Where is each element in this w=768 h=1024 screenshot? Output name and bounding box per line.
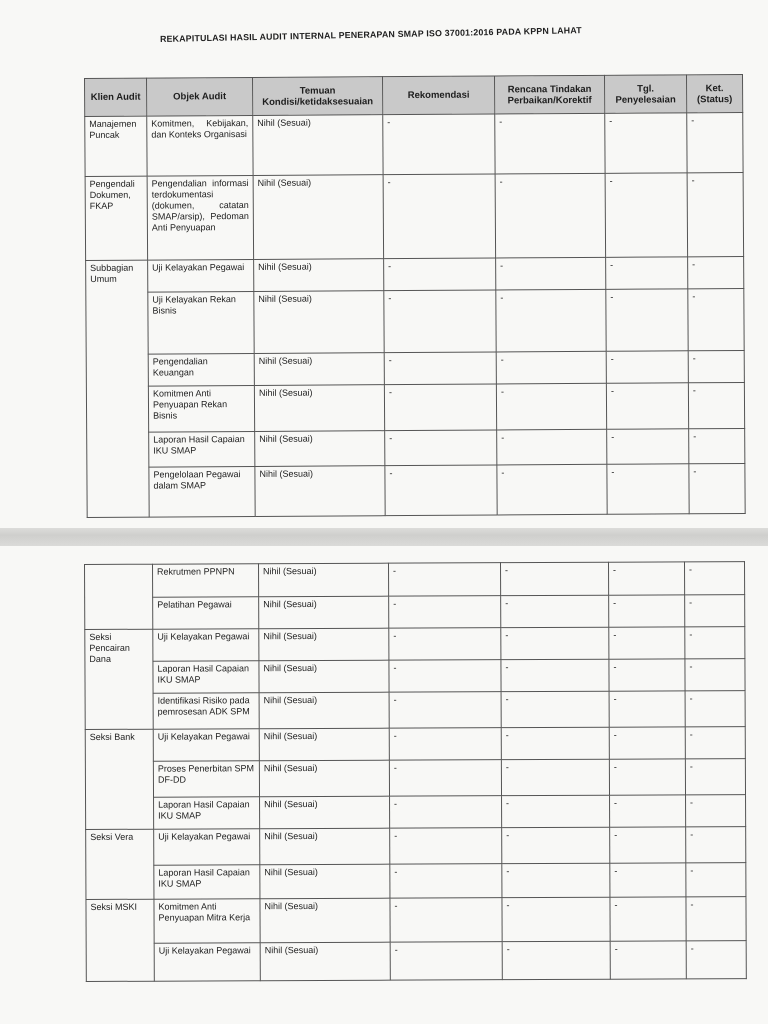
table-row bbox=[86, 897, 746, 944]
tgl-cell: - bbox=[609, 595, 685, 627]
ket-cell: - bbox=[686, 795, 746, 827]
audit-recap-table-page-1 bbox=[84, 74, 746, 518]
ket-cell: - bbox=[688, 256, 744, 288]
objek-cell: Pengelolaan Pegawai dalam SMAP bbox=[149, 466, 255, 517]
temuan-cell: Nihil (Sesuai) bbox=[260, 864, 390, 899]
tgl-cell: - bbox=[609, 627, 685, 659]
tgl-cell: - bbox=[610, 897, 686, 941]
table-row bbox=[85, 659, 745, 694]
temuan-cell: Nihil (Sesuai) bbox=[254, 259, 384, 292]
rencana-cell: - bbox=[497, 429, 607, 465]
ket-cell: - bbox=[686, 863, 746, 897]
klien-cell: Seksi MSKI bbox=[86, 899, 154, 981]
table-row bbox=[85, 595, 745, 630]
temuan-cell: Nihil (Sesuai) bbox=[254, 385, 384, 432]
tgl-cell: - bbox=[608, 562, 684, 595]
tgl-cell: - bbox=[609, 659, 685, 691]
objek-cell: Uji Kelayakan Pegawai bbox=[153, 729, 259, 761]
table-row bbox=[86, 382, 744, 432]
table-row bbox=[85, 759, 745, 798]
objek-cell: Pengendalian informasi terdokumentasi (dokumen, catatan SMAP/arsip), Pedoman Anti Penyuapan bbox=[147, 175, 254, 260]
header-ket-status: Ket. (Status) bbox=[686, 74, 742, 112]
ket-cell: - bbox=[688, 288, 744, 350]
header-rencana-tindakan: Rencana Tindakan Perbaikan/Korektif bbox=[494, 75, 604, 114]
ket-cell: - bbox=[685, 595, 745, 627]
rencana-cell: - bbox=[502, 897, 610, 941]
temuan-cell: Nihil (Sesuai) bbox=[259, 563, 389, 597]
klien-cell: Seksi Bank bbox=[85, 729, 153, 829]
table-row bbox=[87, 428, 745, 467]
table-row bbox=[86, 941, 746, 982]
rencana-cell: - bbox=[502, 827, 610, 863]
temuan-cell: Nihil (Sesuai) bbox=[259, 728, 389, 761]
rencana-cell: - bbox=[502, 795, 610, 827]
temuan-cell: Nihil (Sesuai) bbox=[260, 942, 390, 981]
tgl-cell: - bbox=[609, 727, 685, 759]
rekomendasi-cell: - bbox=[383, 174, 496, 259]
klien-cell bbox=[85, 564, 153, 629]
tgl-cell: - bbox=[606, 351, 688, 384]
table-row bbox=[85, 627, 745, 662]
temuan-cell: Nihil (Sesuai) bbox=[255, 466, 385, 517]
rencana-cell: - bbox=[496, 289, 606, 352]
objek-cell: Uji Kelayakan Pegawai bbox=[154, 943, 260, 981]
ket-cell: - bbox=[686, 941, 746, 979]
ket-cell: - bbox=[685, 691, 745, 727]
header-tgl-penyelesaian: Tgl. Penyelesaian bbox=[604, 75, 686, 114]
rekomendasi-cell: - bbox=[390, 898, 502, 942]
rencana-cell: - bbox=[501, 595, 609, 627]
objek-cell: Pelatihan Pegawai bbox=[153, 597, 259, 629]
tgl-cell: - bbox=[607, 429, 689, 465]
rekomendasi-cell: - bbox=[390, 942, 502, 980]
table-row bbox=[85, 112, 743, 176]
temuan-cell: Nihil (Sesuai) bbox=[253, 115, 383, 176]
ket-cell: - bbox=[688, 382, 744, 428]
temuan-cell: Nihil (Sesuai) bbox=[259, 628, 389, 661]
table-row bbox=[85, 691, 745, 730]
temuan-cell: Nihil (Sesuai) bbox=[260, 796, 390, 829]
objek-cell: Laporan Hasil Capaian IKU SMAP bbox=[153, 661, 259, 693]
rencana-cell: - bbox=[500, 562, 608, 595]
table-row bbox=[86, 350, 744, 386]
header-temuan: Temuan Kondisi/ketidaksesuaian bbox=[252, 77, 382, 116]
document-page-2 bbox=[0, 546, 768, 1024]
tgl-cell: - bbox=[610, 827, 686, 863]
table-row bbox=[86, 256, 744, 292]
rencana-cell: - bbox=[496, 257, 606, 290]
temuan-cell: Nihil (Sesuai) bbox=[259, 692, 389, 729]
ket-cell: - bbox=[687, 112, 743, 172]
ket-cell: - bbox=[686, 827, 746, 863]
ket-cell: - bbox=[685, 627, 745, 659]
ket-cell: - bbox=[685, 659, 745, 691]
document-title: REKAPITULASI HASIL AUDIT INTERNAL PENERAPAN SMAP ISO 37001:2016 PADA KPPN LAHAT bbox=[159, 25, 582, 44]
ket-cell: - bbox=[686, 897, 746, 941]
objek-cell: Komitmen Anti Penyuapan Rekan Bisnis bbox=[148, 385, 254, 432]
rencana-cell: - bbox=[501, 759, 609, 795]
objek-cell: Identifikasi Risiko pada pemrosesan ADK SPM bbox=[153, 693, 259, 729]
tgl-cell: - bbox=[607, 464, 689, 514]
temuan-cell: Nihil (Sesuai) bbox=[255, 431, 385, 467]
ket-cell: - bbox=[687, 172, 744, 256]
tgl-cell: - bbox=[609, 691, 685, 727]
rencana-cell: - bbox=[497, 464, 607, 515]
table-row bbox=[86, 827, 746, 866]
rekomendasi-cell: - bbox=[384, 258, 496, 291]
rekomendasi-cell: - bbox=[383, 114, 495, 175]
ket-cell: - bbox=[685, 727, 745, 759]
rekomendasi-cell: - bbox=[384, 290, 496, 353]
rekomendasi-cell: - bbox=[389, 692, 501, 728]
rekomendasi-cell: - bbox=[385, 465, 497, 516]
rekomendasi-cell: - bbox=[389, 660, 501, 692]
table-row bbox=[85, 562, 745, 598]
table-row bbox=[85, 727, 745, 762]
tgl-cell: - bbox=[605, 113, 687, 173]
ket-cell: - bbox=[684, 562, 744, 595]
objek-cell: Uji Kelayakan Rekan Bisnis bbox=[148, 291, 254, 354]
objek-cell: Laporan Hasil Capaian IKU SMAP bbox=[149, 431, 255, 467]
header-klien-audit: Klien Audit bbox=[85, 78, 147, 116]
objek-cell: Uji Kelayakan Pegawai bbox=[153, 629, 259, 661]
ket-cell: - bbox=[688, 350, 744, 382]
rekomendasi-cell: - bbox=[385, 430, 497, 466]
klien-cell: Pengendali Dokumen, FKAP bbox=[85, 176, 148, 260]
rencana-cell: - bbox=[501, 691, 609, 727]
objek-cell: Rekrutmen PPNPN bbox=[153, 564, 259, 597]
ket-cell: - bbox=[689, 428, 745, 463]
rekomendasi-cell: - bbox=[389, 628, 501, 660]
rekomendasi-cell: - bbox=[389, 760, 501, 796]
rekomendasi-cell: - bbox=[389, 596, 501, 628]
table-row bbox=[86, 795, 746, 830]
rekomendasi-cell: - bbox=[390, 864, 502, 898]
rencana-cell: - bbox=[502, 863, 610, 897]
rencana-cell: - bbox=[496, 351, 606, 384]
temuan-cell: Nihil (Sesuai) bbox=[259, 760, 389, 797]
tgl-cell: - bbox=[609, 759, 685, 795]
rekomendasi-cell: - bbox=[384, 352, 496, 385]
temuan-cell: Nihil (Sesuai) bbox=[254, 353, 384, 386]
rencana-cell: - bbox=[501, 627, 609, 659]
rekomendasi-cell: - bbox=[388, 563, 500, 596]
klien-cell: Seksi Vera bbox=[86, 829, 154, 899]
table-row bbox=[86, 863, 746, 900]
objek-cell: Uji Kelayakan Pegawai bbox=[154, 829, 260, 865]
temuan-cell: Nihil (Sesuai) bbox=[253, 175, 384, 260]
objek-cell: Komitmen Anti Penyuapan Mitra Kerja bbox=[154, 899, 260, 943]
table-row bbox=[87, 463, 745, 517]
rekomendasi-cell: - bbox=[390, 796, 502, 828]
rencana-cell: - bbox=[501, 727, 609, 759]
rencana-cell: - bbox=[501, 659, 609, 691]
tgl-cell: - bbox=[610, 795, 686, 827]
tgl-cell: - bbox=[610, 941, 686, 979]
objek-cell: Komitmen, Kebijakan, dan Konteks Organisasi bbox=[147, 115, 253, 176]
rencana-cell: - bbox=[496, 383, 606, 430]
rencana-cell: - bbox=[502, 941, 610, 979]
rekomendasi-cell: - bbox=[384, 384, 496, 431]
temuan-cell: Nihil (Sesuai) bbox=[254, 291, 384, 354]
header-rekomendasi: Rekomendasi bbox=[382, 76, 494, 115]
rencana-cell: - bbox=[495, 173, 606, 258]
objek-cell: Uji Kelayakan Pegawai bbox=[148, 259, 254, 292]
tgl-cell: - bbox=[610, 863, 686, 897]
klien-cell: Subbagian Umum bbox=[86, 260, 150, 517]
rencana-cell: - bbox=[495, 113, 605, 174]
objek-cell: Laporan Hasil Capaian IKU SMAP bbox=[154, 797, 260, 829]
ket-cell: - bbox=[685, 759, 745, 795]
objek-cell: Proses Penerbitan SPM DF-DD bbox=[153, 761, 259, 797]
tgl-cell: - bbox=[605, 173, 688, 257]
rekomendasi-cell: - bbox=[390, 828, 502, 864]
temuan-cell: Nihil (Sesuai) bbox=[260, 828, 390, 865]
objek-cell: Pengendalian Keuangan bbox=[148, 353, 254, 386]
temuan-cell: Nihil (Sesuai) bbox=[259, 596, 389, 629]
tgl-cell: - bbox=[606, 289, 688, 351]
tgl-cell: - bbox=[606, 257, 688, 290]
page-separator bbox=[0, 528, 768, 546]
header-objek-audit: Objek Audit bbox=[147, 77, 253, 116]
klien-cell: Manajemen Puncak bbox=[85, 116, 147, 176]
temuan-cell: Nihil (Sesuai) bbox=[260, 898, 390, 943]
rekomendasi-cell: - bbox=[389, 728, 501, 760]
tgl-cell: - bbox=[606, 383, 688, 430]
table-header-row bbox=[85, 74, 743, 116]
ket-cell: - bbox=[689, 463, 745, 513]
objek-cell: Laporan Hasil Capaian IKU SMAP bbox=[154, 865, 260, 899]
temuan-cell: Nihil (Sesuai) bbox=[259, 660, 389, 693]
table-row bbox=[86, 288, 744, 354]
audit-recap-table-page-2 bbox=[84, 561, 747, 982]
klien-cell: Seksi Pencairan Dana bbox=[85, 629, 153, 729]
table-row bbox=[85, 172, 744, 260]
